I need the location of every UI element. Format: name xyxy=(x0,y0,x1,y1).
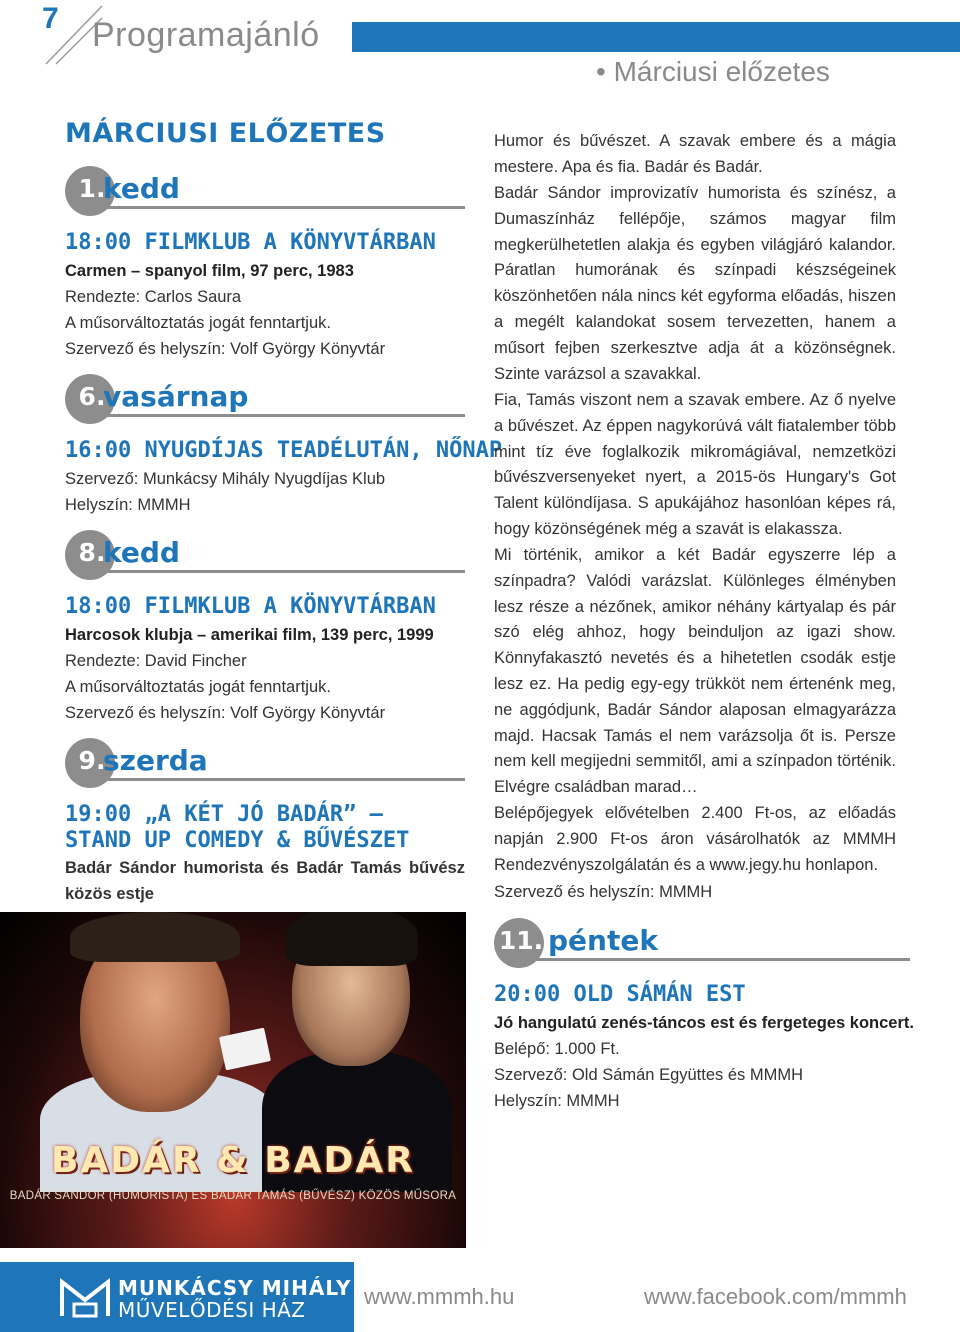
day-rule xyxy=(100,206,465,209)
section-title: Programajánló xyxy=(92,16,320,54)
event-line: Rendezte: David Fincher xyxy=(65,652,247,670)
event-line: Szervező és helyszín: Volf György Könyvtár xyxy=(65,704,386,722)
right-paragraph: Badár Sándor improvizatív humorista és színész, a Dumaszínház fellépője, számos magyar film megkerülhetetlen alakja és egyben világjáró kalandor. Páratlan humorának és színpadi készségeinek köszönhetően nála nincs két egyforma előadás, hiszen a megélt kalandokat sosem tervezetten, hanem a műsort fejben szerkesztve adja át a közönségnek. Szinte varázsol a szavakkal. xyxy=(494,184,896,383)
day-header-1 xyxy=(65,166,465,216)
main-heading: MÁRCIUSI ELŐZETES xyxy=(65,118,386,149)
event-title: 16:00 NYUGDÍJAS TEADÉLUTÁN, NŐNAP xyxy=(65,438,503,463)
right-paragraph: Belépőjegyek elővételben 2.400 Ft-os, az előadás napján 2.900 Ft-os áron vásárolhatók az MMMH Rendezvényszolgálatán és a www.jegy.hu honlapon. xyxy=(494,804,896,874)
event-title: 18:00 FILMKLUB A KÖNYVTÁRBAN xyxy=(65,230,436,255)
event-title: 20:00 OLD SÁMÁN EST xyxy=(494,982,746,1007)
event-line: Belépő: 1.000 Ft. xyxy=(494,1040,620,1058)
right-paragraph: Humor és bűvészet. A szavak embere és a mágia mestere. Apa és fia. Badár és Badár. xyxy=(494,132,896,176)
day-number: 1. xyxy=(78,174,106,203)
facebook-link[interactable]: www.facebook.com/mmmh xyxy=(644,1284,907,1309)
event-line: Szervező: Munkácsy Mihály Nyugdíjas Klub xyxy=(65,470,386,488)
day-number: 8. xyxy=(78,538,106,567)
poster-hair xyxy=(286,912,418,966)
day-number: 9. xyxy=(78,746,106,775)
day-rule xyxy=(529,958,910,961)
day-header-11 xyxy=(494,918,910,968)
day-name: kedd xyxy=(103,536,180,569)
day-rule xyxy=(100,778,465,781)
event-line: Jó hangulatú zenés-táncos est és fergeteges koncert. xyxy=(494,1014,914,1032)
event-description: Badár Sándor humorista és Badár Tamás bűvész közös estje xyxy=(65,859,465,903)
event-line: Szervező: Old Sámán Együttes és MMMH xyxy=(494,1066,804,1084)
right-paragraph: Mi történik, amikor a két Badár egyszerre lép a színpadra? Valódi varázslat. Különleges élményben lesz része a nézőnek, amikor néhány kártyalap és pár szó elég ahhoz, hogy beinduljon az igazi show. Könnyfakasztó nevetés és a hihetetlen csodák estje lesz ez. Ha pedig egy-egy trükköt nem értenénk meg, ne aggódjunk, Badár Sándor alaposan elmagyarázza majd. Hacsak Tamás el nem varázsolja őt is. Persze nem kell megijedni semmitől, ami a színpadon történik. Elvégre családban marad… xyxy=(494,546,896,797)
event-line: Harcosok klubja – amerikai film, 139 perc, 1999 xyxy=(65,626,434,644)
event-poster-image xyxy=(0,912,466,1248)
section-subtitle xyxy=(596,56,830,88)
event-line: Carmen – spanyol film, 97 perc, 1983 xyxy=(65,262,354,280)
event-line: A műsorváltoztatás jogát fenntartjuk. xyxy=(65,678,331,696)
day-name: szerda xyxy=(103,744,208,777)
right-paragraph: Szervező és helyszín: MMMH xyxy=(494,883,713,901)
poster-subtitle: BADÁR SÁNDOR (HUMORISTA) ÉS BADÁR TAMÁS (BŰVÉSZ) KÖZÖS MŰSORA xyxy=(9,1190,457,1202)
event-line: Rendezte: Carlos Saura xyxy=(65,288,242,306)
right-paragraph: Fia, Tamás viszont nem a szavak embere. Az ő nyelve a bűvészet. Az éppen nagykorúvá vált fiatalember több mint tíz éve foglalkozik mikromágiával, nemzetközi bűvészversenyeket nyert, a 2015-ös Hungary's Got Talent különdíjasa. S apukájához hasonlóan képes rá, hogy közönségének még a szavát is elakassza. xyxy=(494,391,896,538)
event-title: 18:00 FILMKLUB A KÖNYVTÁRBAN xyxy=(65,594,436,619)
poster-hair xyxy=(70,912,240,962)
event-line: Szervező és helyszín: Volf György Könyvtár xyxy=(65,340,386,358)
day-number: 6. xyxy=(78,382,106,411)
subtitle-text: Márciusi előzetes xyxy=(613,56,830,87)
event-title: STAND UP COMEDY & BŰVÉSZET xyxy=(65,828,410,853)
day-number: 11. xyxy=(498,926,544,955)
logo-line-1: MUNKÁCSY MIHÁLY xyxy=(118,1276,352,1300)
day-rule xyxy=(100,414,465,417)
event-line: Helyszín: MMMH xyxy=(494,1092,620,1110)
day-header-8 xyxy=(65,530,465,580)
day-header-6 xyxy=(65,374,465,424)
day-name: péntek xyxy=(548,924,658,957)
day-header-9 xyxy=(65,738,465,788)
website-link[interactable]: www.mmmh.hu xyxy=(364,1284,515,1309)
header-bar xyxy=(352,22,960,52)
logo-icon xyxy=(60,1278,110,1318)
event-line: Helyszín: MMMH xyxy=(65,496,191,514)
page-number: 7 xyxy=(42,2,59,35)
day-name: kedd xyxy=(103,172,180,205)
day-rule xyxy=(100,570,465,573)
event-line: A műsorváltoztatás jogát fenntartjuk. xyxy=(65,314,331,332)
poster-title: BADÁR & BADÁR xyxy=(51,1140,415,1181)
day-name: vasárnap xyxy=(103,380,249,413)
event-title: 19:00 „A KÉT JÓ BADÁR” – xyxy=(65,802,383,827)
logo-line-2: MŰVELŐDÉSI HÁZ xyxy=(118,1298,306,1322)
bullet: • xyxy=(596,56,606,87)
